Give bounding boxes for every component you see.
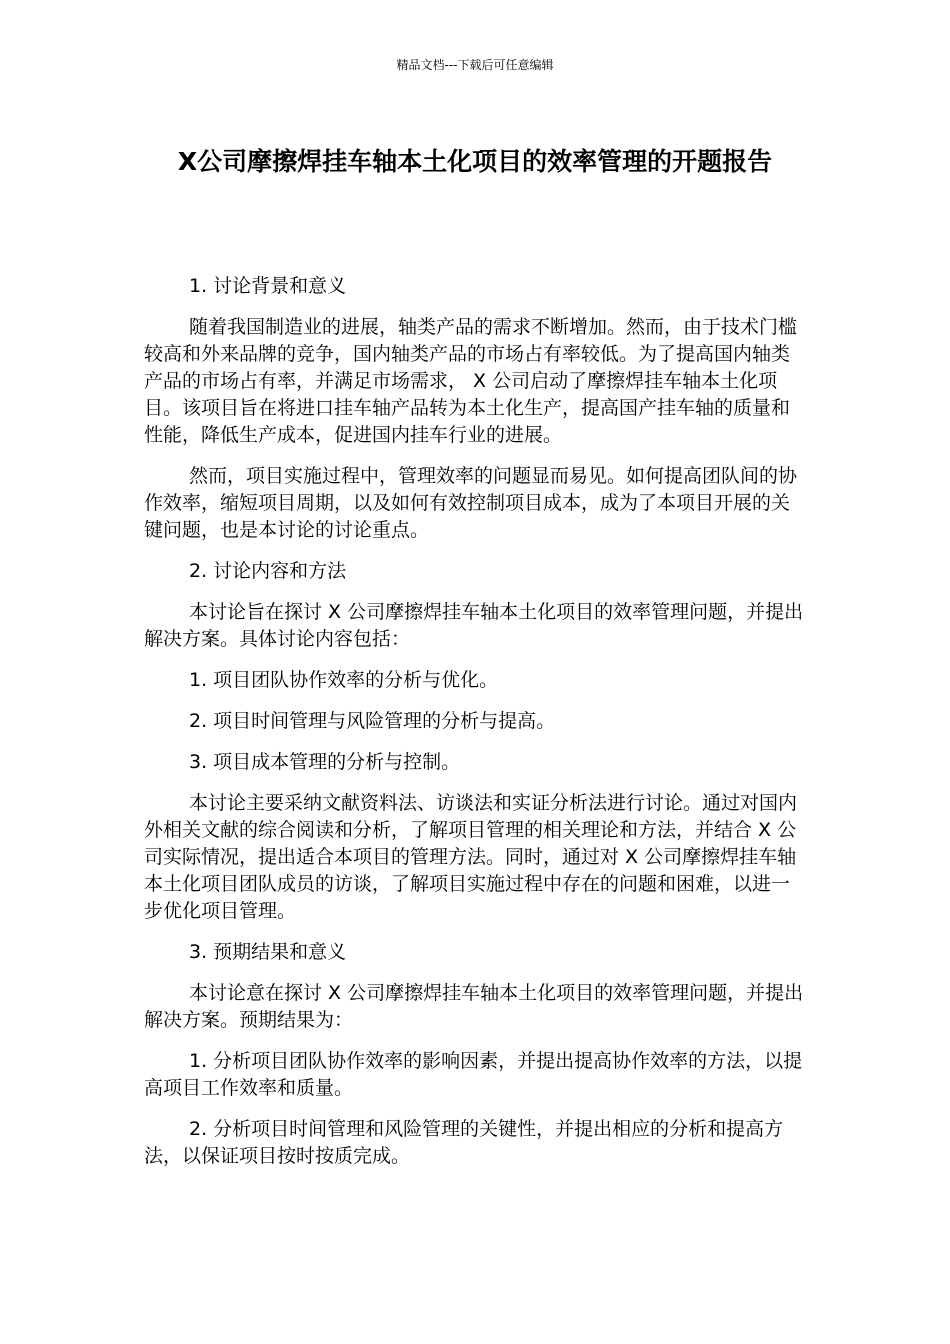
page-header: 精品文档---下载后可任意编辑 — [396, 58, 554, 72]
paragraph: 本讨论旨在探讨 X 公司摩擦焊挂车轴本土化项目的效率管理问题，并提出解决方案。具体讨论内容包括： — [144, 601, 804, 650]
list-item: 3. 项目成本管理的分析与控制。 — [189, 751, 461, 773]
section-heading-background: 1. 讨论背景和意义 — [189, 275, 347, 297]
paragraph: 本讨论主要采纳文献资料法、访谈法和实证分析法进行讨论。通过对国内外相关文献的综合阅读和分析，了解项目管理的相关理论和方法，并结合 X 公司实际情况，提出适合本项目的管理方法。同时，通过对 X 公司摩擦焊挂车轴本土化项目团队成员的访谈，了解项目实施过程中存在的问题和困难，以进一步优化项目管理。 — [144, 792, 798, 922]
document-body — [144, 273, 808, 1184]
paragraph: 随着我国制造业的进展，轴类产品的需求不断增加。然而，由于技术门槛较高和外来品牌的竞争，国内轴类产品的市场占有率较低。为了提高国内轴类产品的市场占有率，并满足市场需求， X 公司启动了摩擦焊挂车轴本土化项目。该项目旨在将进口挂车轴产品转为本土化生产，提高国产挂车轴的质量和性能，降低生产成本，促进国内挂车行业的进展。 — [144, 316, 798, 446]
document-title: X公司摩擦焊挂车轴本土化项目的效率管理的开题报告 — [177, 147, 773, 176]
list-item: 1. 分析项目团队协作效率的影响因素，并提出提高协作效率的方法，以提高项目工作效率和质量。 — [144, 1050, 803, 1099]
list-item: 2. 项目时间管理与风险管理的分析与提高。 — [189, 710, 556, 732]
paragraph: 本讨论意在探讨 X 公司摩擦焊挂车轴本土化项目的效率管理问题，并提出解决方案。预期结果为： — [144, 982, 804, 1031]
section-heading-expected-results: 3. 预期结果和意义 — [189, 941, 347, 963]
list-item: 1. 项目团队协作效率的分析与优化。 — [189, 669, 499, 691]
paragraph: 然而，项目实施过程中，管理效率的问题显而易见。如何提高团队间的协作效率，缩短项目周期，以及如何有效控制项目成本，成为了本项目开展的关键问题，也是本讨论的讨论重点。 — [144, 465, 798, 541]
list-item: 2. 分析项目时间管理和风险管理的关键性，并提出相应的分析和提高方法，以保证项目按时按质完成。 — [144, 1118, 784, 1167]
section-heading-content-methods: 2. 讨论内容和方法 — [189, 560, 347, 582]
